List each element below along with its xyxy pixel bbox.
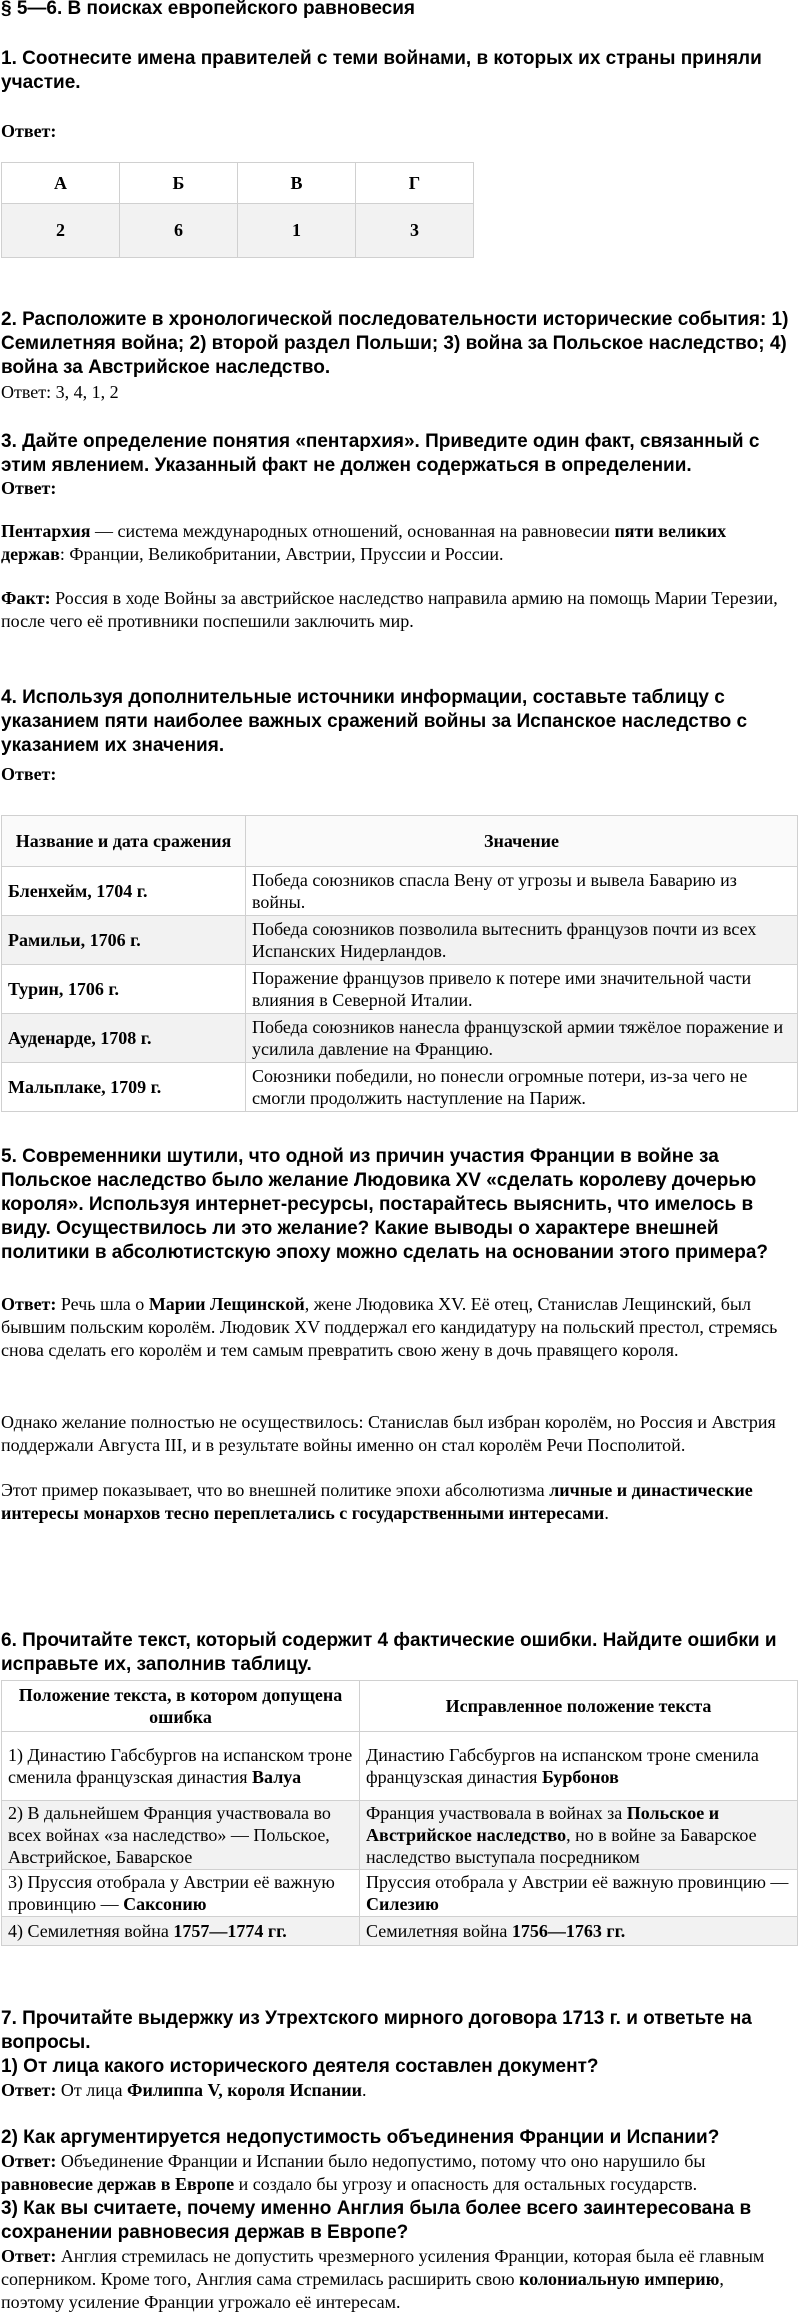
q6-error-cell: 2) В дальнейшем Франция участвовала во всех войнах «за наследство» — Польское, Австрийское, Баварское	[2, 1801, 360, 1870]
section-title: § 5—6. В поисках европейского равновесия	[1, 0, 415, 19]
q6-error-cell: 4) Семилетняя война 1757—1774 гг.	[2, 1917, 360, 1946]
q1-value-cell: 6	[120, 204, 238, 258]
q4-header-name: Название и дата сражения	[2, 816, 246, 867]
q1-header-cell: Г	[356, 163, 474, 204]
q5-answer-p3: Этот пример показывает, что во внешней политике эпохи абсолютизма личные и династические интересы монархов тесно переплетались с государственными интересами.	[1, 1480, 753, 1523]
battle-name: Ауденарде, 1708 г.	[2, 1014, 246, 1063]
q1-answer-label: Ответ:	[1, 121, 57, 141]
q5-answer-p1: Ответ: Речь шла о Марии Лещинской, жене Людовика XV. Её отец, Станислав Лещинский, был бывшим польским королём. Людовик XV поддержал его кандидатуру на польский престол, стремясь снова сделать его королём и тем самым превратить свою жену в дочь правящего короля.	[1, 1294, 778, 1360]
q3-definition: Пентархия — система международных отношений, основанная на равновесии пяти великих держав: Франции, Великобритании, Австрии, Пруссии и России.	[1, 521, 727, 564]
q7-sub3-question: 3) Как вы считаете, почему именно Англия была более всего заинтересована в сохранении равновесия держав в Европе?	[1, 2198, 752, 2243]
q3-question: 3. Дайте определение понятия «пентархия». Приведите один факт, связанный с этим явлением. Указанный факт не должен содержаться в определении.	[1, 431, 760, 476]
q5-question: 5. Современники шутили, что одной из причин участия Франции в войне за Польское наследство было желание Людовика XV «сделать королеву дочерью короля». Используя интернет-ресурсы, постарайтесь выяснить, что имелось в виду. Осуществилось ли это желание? Какие выводы о характере внешней политики в абсолютистскую эпоху можно сделать на основании этого примера?	[1, 1146, 768, 1263]
q1-value-cell: 2	[2, 204, 120, 258]
q7-sub2-question: 2) Как аргументируется недопустимость объединения Франции и Испании?	[1, 2127, 720, 2148]
q3-term: Пентархия	[1, 521, 91, 541]
battle-name: Турин, 1706 г.	[2, 965, 246, 1014]
q6-fix-cell: Пруссия отобрала у Австрии её важную провинцию — Силезию	[360, 1870, 798, 1917]
q5-answer-p2: Однако желание полностью не осуществилось: Станислав был избран королём, но Россия и Австрия поддержали Августа III, и в результате войны именно он стал королём Речи Посполитой.	[1, 1412, 776, 1455]
q6-fix-cell: Династию Габсбургов на испанском троне сменила французская династия Бурбонов	[360, 1732, 798, 1801]
q1-header-cell: Б	[120, 163, 238, 204]
q6-header-fix: Исправленное положение текста	[360, 1681, 798, 1732]
battle-name: Рамильи, 1706 г.	[2, 916, 246, 965]
q2-question: 2. Расположите в хронологической последовательности исторические события: 1) Семилетняя война; 2) второй раздел Польши; 3) война за Польское наследство; 4) война за Австрийское наследство.	[1, 309, 789, 378]
q1-header-cell: А	[2, 163, 120, 204]
q7-sub1-answer: Ответ: От лица Филиппа V, короля Испании.	[1, 2080, 367, 2100]
q6-errors-table	[1, 1680, 798, 1946]
q4-header-meaning: Значение	[246, 816, 798, 867]
battle-meaning: Поражение французов привело к потере ими значительной части влияния в Северной Италии.	[246, 965, 798, 1014]
q1-value-cell: 3	[356, 204, 474, 258]
q7-sub1-question: 1) От лица какого исторического деятеля составлен документ?	[1, 2056, 599, 2077]
q6-fix-cell: Франция участвовала в войнах за Польское и Австрийское наследство, но в войне за Баварское наследство выступала посредником	[360, 1801, 798, 1870]
battle-name: Бленхейм, 1704 г.	[2, 867, 246, 916]
q1-answer-table	[1, 162, 474, 258]
battle-meaning: Победа союзников позволила вытеснить французов почти из всех Испанских Нидерландов.	[246, 916, 798, 965]
q6-error-cell: 1) Династию Габсбургов на испанском троне сменила французская династия Валуа	[2, 1732, 360, 1801]
q7-question: 7. Прочитайте выдержку из Утрехтского мирного договора 1713 г. и ответьте на вопросы.	[1, 2008, 752, 2053]
q2-answer: Ответ: 3, 4, 1, 2	[1, 382, 119, 402]
q3-answer-label: Ответ:	[1, 478, 57, 498]
q1-header-cell: В	[238, 163, 356, 204]
q6-fix-cell: Семилетняя война 1756—1763 гг.	[360, 1917, 798, 1946]
q7-sub3-answer: Ответ: Англия стремилась не допустить чрезмерного усиления Франции, которая была её главным соперником. Кроме того, Англия сама стремилась расширить свою колониальную империю, поэтому усиление Франции угрожало её интересам.	[1, 2246, 765, 2312]
q1-value-cell: 1	[238, 204, 356, 258]
q6-question: 6. Прочитайте текст, который содержит 4 фактические ошибки. Найдите ошибки и исправьте их, заполнив таблицу.	[1, 1630, 777, 1675]
battle-meaning: Союзники победили, но понесли огромные потери, из-за чего не смогли продолжить наступление на Париж.	[246, 1063, 798, 1112]
q4-answer-label: Ответ:	[1, 764, 57, 784]
battle-meaning: Победа союзников нанесла французской армии тяжёлое поражение и усилила давление на Францию.	[246, 1014, 798, 1063]
q4-question: 4. Используя дополнительные источники информации, составьте таблицу с указанием пяти наиболее важных сражений войны за Испанское наследство с указанием их значения.	[1, 687, 748, 756]
q3-fact: Факт: Россия в ходе Войны за австрийское наследство направила армию на помощь Марии Терезии, после чего её противники поспешили заключить мир.	[1, 588, 778, 631]
q1-question: 1. Соотнесите имена правителей с теми войнами, в которых их страны приняли участие.	[1, 48, 762, 93]
battle-name: Мальплаке, 1709 г.	[2, 1063, 246, 1112]
q6-header-error: Положение текста, в котором допущена ошибка	[2, 1681, 360, 1732]
q4-battles-table	[1, 815, 798, 1112]
q7-sub2-answer: Ответ: Объединение Франции и Испании было недопустимо, потому что оно нарушило бы равновесие держав в Европе и создало бы угрозу и опасность для остальных государств.	[1, 2151, 706, 2194]
q6-error-cell: 3) Пруссия отобрала у Австрии её важную провинцию — Саксонию	[2, 1870, 360, 1917]
battle-meaning: Победа союзников спасла Вену от угрозы и вывела Баварию из войны.	[246, 867, 798, 916]
